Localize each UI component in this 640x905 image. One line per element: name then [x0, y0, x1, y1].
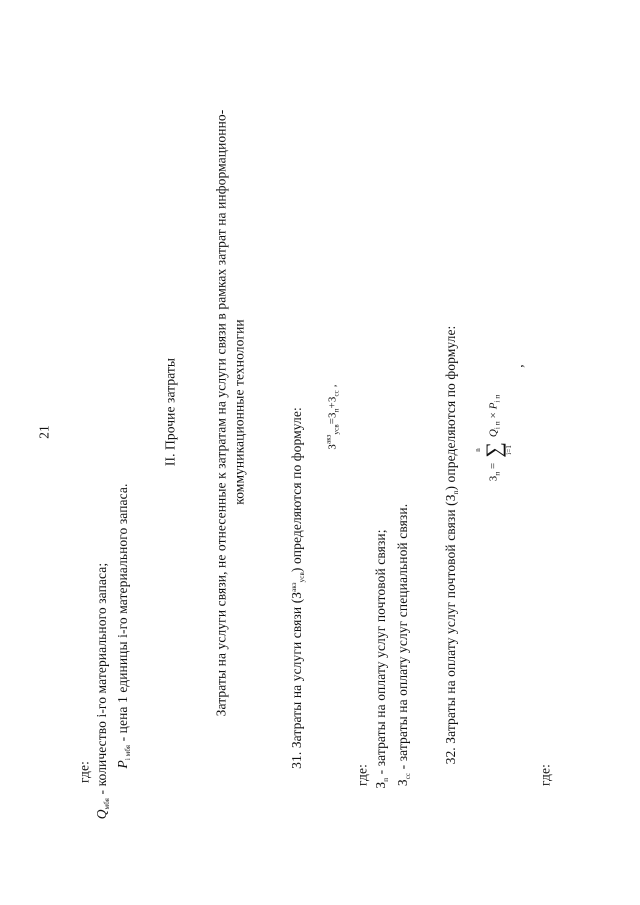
section-title: II. Прочие затраты	[162, 357, 178, 467]
item-31-formula: $З^{акз}_{усв}=З_п+З_{сс}$ ,	[324, 384, 341, 450]
subsection-title-line-1: Затраты на услуги связи, не отнесенные к затратам на услуги связи в рамках затрат на информационно-	[213, 109, 229, 717]
item-31-paragraph: 31. Затраты на услуги связи $(З^{акз}_{усв})$ определяются по формуле:	[289, 407, 306, 769]
legend-31-where: где:	[354, 764, 370, 786]
top-legend-p: $P_{i мбя}$ - цена 1 единицы i-го материального запаса.	[115, 483, 132, 769]
bottom-where-label: где:	[537, 764, 553, 786]
item-32-formula-comma: ,	[510, 364, 526, 368]
item-32-formula: $З_п$ = n ∑ i=1 $Q_{i п} \times P_{i п}$	[474, 394, 513, 482]
top-where-label: где:	[76, 761, 92, 783]
legend-31-special: $З_{сс}$ - затраты на оплату услуг специальной связи.	[395, 503, 412, 787]
item-32-paragraph: 32. Затраты на оплату услуг почтовой связи $(З_п)$ определяются по формуле:	[443, 325, 460, 765]
subsection-title-line-2: коммуникационные технологии	[231, 319, 247, 505]
top-legend-q: $Q_{мбя}$ - количество i-го материального запаса;	[94, 562, 111, 820]
page-number: 21	[36, 425, 52, 439]
legend-31-postal: $З_п$ - затраты на оплату услуг почтовой связи;	[373, 529, 390, 789]
